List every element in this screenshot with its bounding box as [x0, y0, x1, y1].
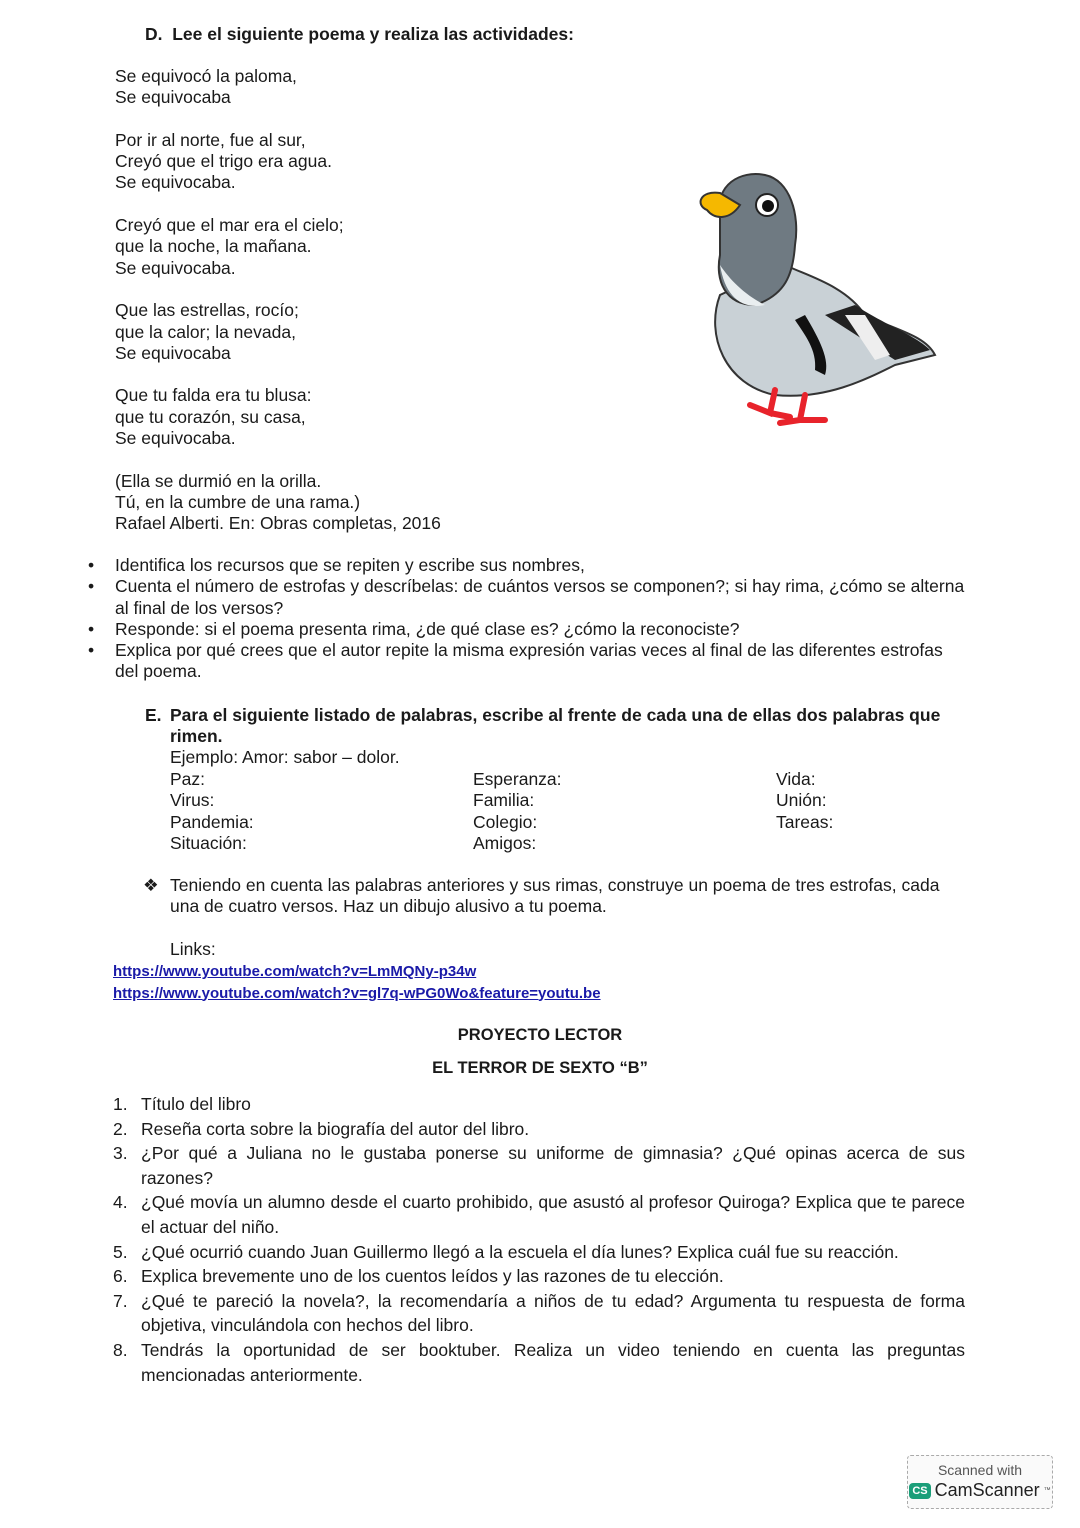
word: Esperanza:	[473, 769, 562, 789]
word: Pandemia:	[170, 811, 254, 832]
list-item	[113, 1338, 965, 1387]
word: Familia:	[473, 790, 535, 811]
list-item: • Explica por qué crees que el autor repite la misma expresión varias veces al final de las diferentes estrofas del poema.	[90, 640, 965, 683]
word: Situación:	[170, 832, 247, 853]
item-text: ¿Qué te pareció la novela?, la recomendaría a niños de tu edad? Argumenta tu respuesta de forma objetiva, vinculándola con hechos del libro.	[141, 1290, 965, 1336]
poem-line: que tu corazón, su casa,	[115, 406, 306, 427]
item-number: 8.	[113, 1339, 128, 1360]
youtube-link-2[interactable]: https://www.youtube.com/watch?v=gl7q-wPG0Wo&feature=youtu.be	[113, 984, 601, 1002]
word: Colegio:	[473, 811, 538, 832]
poem-citation: Rafael Alberti. En: Obras completas, 2016	[115, 513, 441, 534]
section-d-heading	[145, 24, 574, 45]
word: Virus:	[170, 790, 215, 811]
list-item: • Identifica los recursos que se repiten y escribe sus nombres,	[90, 555, 965, 576]
youtube-link-1[interactable]: https://www.youtube.com/watch?v=LmMQNy-p34w	[113, 963, 477, 980]
poem	[115, 66, 441, 535]
book-title: EL TERROR DE SEXTO “B”	[432, 1059, 648, 1077]
list-item: • Cuenta el número de estrofas y descríbelas: de cuántos versos se componen?; si hay rima, ¿cómo se alterna al final de los versos?	[90, 576, 965, 619]
example: Ejemplo: Amor: sabor – dolor.	[170, 747, 400, 767]
poem-line: Se equivocaba	[115, 342, 231, 363]
word: Tareas:	[776, 811, 834, 832]
poem-line: Se equivocaba.	[115, 172, 236, 193]
item-text: ¿Qué ocurrió cuando Juan Guillermo llegó a la escuela el día lunes? Explica cuál fue su reacción.	[141, 1241, 899, 1262]
camscanner-logo-icon: CS	[909, 1483, 930, 1499]
word-row	[170, 833, 1079, 854]
diamond-bullet-icon: ❖	[143, 875, 159, 895]
item-number: 2.	[113, 1118, 128, 1139]
section-e-letter: E.	[145, 705, 162, 725]
poem-line: Se equivocaba.	[115, 428, 236, 449]
list-item	[113, 1141, 965, 1190]
links-label: Links:	[170, 939, 216, 959]
word	[776, 833, 1079, 854]
word-row	[170, 812, 1079, 833]
camscanner-watermark	[907, 1455, 1053, 1509]
heading-text: Lee el siguiente poema y realiza las actividades:	[172, 24, 574, 44]
poem-line: Creyó que el mar era el cielo;	[115, 215, 344, 236]
word: Paz:	[170, 769, 206, 789]
watermark-line1: Scanned with	[937, 1462, 1023, 1478]
list-item	[113, 1117, 965, 1142]
item-text: ¿Por qué a Juliana no le gustaba ponerse su uniforme de gimnasia? ¿Qué opinas acerca de sus razones?	[141, 1143, 965, 1188]
item-text: Tendrás la oportunidad de ser booktuber. Realiza un video teniendo en cuenta las preguntas mencionadas anteriormente.	[141, 1339, 965, 1385]
questions-list	[113, 1092, 965, 1387]
section-e-heading: Para el siguiente listado de palabras, escribe al frente de cada una de ellas dos palabras que rimen.	[170, 705, 941, 747]
task-text: Teniendo en cuenta las palabras anteriores y sus rimas, construye un poema de tres estrofas, cada una de cuatro versos. Haz un dibujo alusivo a tu poema.	[170, 875, 940, 917]
poem-line: Que tu falda era tu blusa:	[115, 385, 312, 406]
word: Vida:	[776, 769, 816, 789]
project-title: PROYECTO LECTOR	[457, 1026, 623, 1044]
word: Amigos:	[473, 832, 537, 853]
item-number: 6.	[113, 1266, 128, 1287]
links	[113, 961, 601, 1004]
poem-line: Se equivocaba	[115, 87, 231, 108]
list-item: • Responde: si el poema presenta rima, ¿de qué clase es? ¿cómo la reconociste?	[90, 619, 965, 640]
item-text: ¿Qué movía un alumno desde el cuarto prohibido, que asustó al profesor Quiroga? Explica que te parece el actuar del niño.	[141, 1192, 965, 1237]
list-item	[113, 1289, 965, 1338]
section-letter: D.	[145, 24, 163, 44]
word-grid	[170, 769, 1079, 854]
list-item	[113, 1092, 965, 1117]
list-item	[113, 1190, 965, 1239]
poem-line: Por ir al norte, fue al sur,	[115, 129, 306, 150]
trademark: ™	[1043, 1487, 1051, 1494]
item-number: 5.	[113, 1241, 128, 1262]
item-number: 7.	[113, 1290, 128, 1311]
pigeon-illustration	[695, 165, 945, 435]
item-text: Título del libro	[141, 1094, 251, 1114]
poem-line: Se equivocaba.	[115, 257, 236, 278]
item-text: Explica brevemente uno de los cuentos leídos y las razones de tu elección.	[141, 1266, 724, 1287]
poem-line: (Ella se durmió en la orilla.	[115, 470, 322, 491]
item-number: 4.	[113, 1192, 128, 1213]
item-text: Reseña corta sobre la biografía del autor del libro.	[141, 1118, 530, 1139]
watermark-brand: CamScanner	[934, 1480, 1040, 1500]
poem-line: que la calor; la nevada,	[115, 321, 296, 342]
poem-line: Que las estrellas, rocío;	[115, 300, 299, 321]
poem-line: que la noche, la mañana.	[115, 236, 312, 257]
word-row	[170, 790, 1079, 811]
list-item	[113, 1264, 965, 1289]
word-row	[170, 769, 1079, 790]
word: Unión:	[776, 790, 827, 811]
activities-list	[90, 555, 965, 683]
item-number: 1.	[113, 1094, 128, 1114]
poem-line: Tú, en la cumbre de una rama.)	[115, 491, 361, 512]
item-number: 3.	[113, 1143, 128, 1164]
list-item	[113, 1240, 965, 1265]
poem-line: Creyó que el trigo era agua.	[115, 151, 332, 172]
poem-line: Se equivocó la paloma,	[115, 66, 297, 86]
